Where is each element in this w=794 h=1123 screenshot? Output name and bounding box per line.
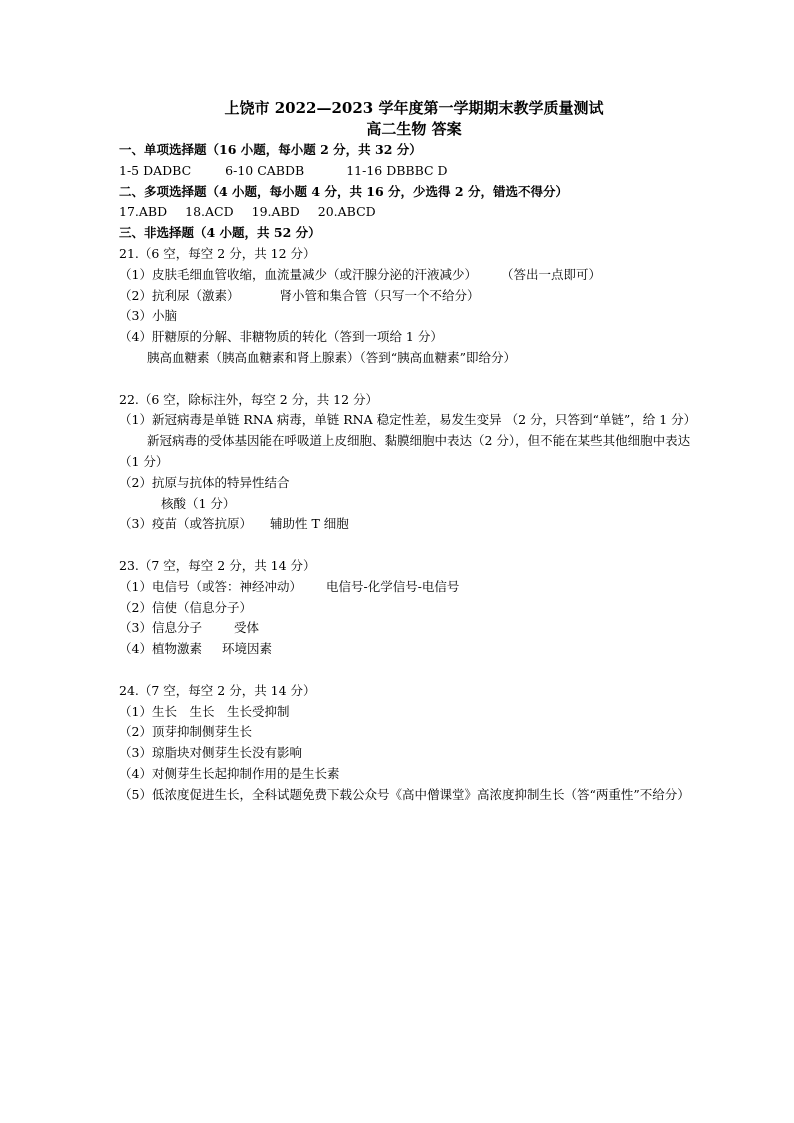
q23-answer3a: （3）信息分子 — [119, 620, 202, 636]
q21-line2 — [119, 286, 719, 307]
document-subtitle: 高二生物 答案 — [366, 120, 462, 138]
q21-line3: （3）小脑 — [119, 308, 177, 324]
q21-answer2b: 肾小管和集合管（只写一个不给分） — [279, 287, 480, 303]
answer-group-3: 11-16 DBBBC D — [346, 162, 448, 178]
q23-line3 — [119, 618, 719, 639]
section2-answers — [119, 202, 719, 223]
section2-heading: 二、多项选择题（4 小题，每小题 4 分，共 16 分，少选得 2 分，错选不得分） — [119, 183, 568, 199]
q21-line4: （4）肝糖原的分解、非糖物质的转化（答到一项给 1 分） — [119, 329, 443, 345]
q23-answer3b: 受体 — [233, 620, 259, 636]
q24-line1: （1）生长 生长 生长受抑制 — [119, 703, 290, 719]
section1-heading: 一、单项选择题（16 小题，每小题 2 分，共 32 分） — [119, 142, 422, 157]
q21-header: 21.（6 空，每空 2 分，共 12 分） — [119, 245, 316, 261]
section1-answers — [119, 161, 719, 182]
q23-answer1a: （1）电信号（或答：神经冲动） — [119, 578, 302, 594]
q23-answer4a: （4）植物激素 — [119, 641, 202, 657]
answer-18: 18.ACD — [185, 204, 234, 220]
answer-20: 20.ABCD — [317, 204, 376, 220]
q21-answer2a: （2）抗利尿（激素） — [119, 287, 240, 303]
answer-17: 17.ABD — [119, 204, 168, 220]
q21-line5: 胰高血糖素（胰高血糖素和肾上腺素）（答到“胰高血糖素”即给分） — [147, 349, 517, 365]
q24-line3: （3）琼脂块对侧芽生长没有影响 — [119, 745, 302, 761]
q21-line1 — [119, 265, 719, 286]
section3-heading: 三、非选择题（4 小题，共 52 分） — [119, 225, 321, 241]
q23-answer1b: 电信号-化学信号-电信号 — [325, 578, 460, 594]
q23-answer4b: 环境因素 — [221, 641, 272, 657]
q23-header: 23.（7 空，每空 2 分，共 14 分） — [119, 557, 316, 573]
q22-answer3b: 辅助性 T 细胞 — [269, 516, 349, 532]
q24-header: 24.（7 空，每空 2 分，共 14 分） — [119, 682, 316, 698]
q22-line4: 核酸（1 分） — [161, 495, 236, 511]
q23-line2: （2）信使（信息分子） — [119, 599, 252, 615]
q24-line4: （4）对侧芽生长起抑制作用的是生长素 — [119, 765, 340, 781]
q21-answer1: （1）皮肤毛细血管收缩，血流量减少（或汗腺分泌的汗液减少） — [119, 266, 477, 282]
answer-19: 19.ABD — [251, 204, 300, 220]
q23-line1 — [119, 577, 719, 598]
q22-line5 — [119, 514, 719, 535]
q23-line4 — [119, 639, 719, 660]
q22-header: 22.（6 空，除标注外，每空 2 分，共 12 分） — [119, 391, 379, 407]
q22-answer3a: （3）疫苗（或答抗原） — [119, 516, 252, 532]
q21-answer1-note: （答出一点即可） — [500, 266, 601, 282]
q24-line5: （5）低浓度促进生长，全科试题免费下载公众号《高中僧课堂》高浓度抑制生长（答“两重性”不给分） — [119, 786, 690, 802]
answer-document — [119, 98, 719, 806]
q24-line2: （2）顶芽抑制侧芽生长 — [119, 724, 252, 740]
q22-line2: 新冠病毒的受体基因能在呼吸道上皮细胞、黏膜细胞中表达（2 分），但不能在某些其他细胞中表达（1 分） — [119, 433, 691, 469]
answer-group-1: 1-5 DADBC — [119, 162, 192, 178]
document-title: 上饶市 2022—2023 学年度第一学期期末教学质量测试 — [224, 99, 604, 117]
answer-group-2: 6-10 CABDB — [225, 162, 305, 178]
q22-line3: （2）抗原与抗体的特异性结合 — [119, 474, 290, 490]
q22-line1: （1）新冠病毒是单链 RNA 病毒，单链 RNA 稳定性差，易发生变异 （2 分，只答到“单链”，给 1 分） — [119, 412, 697, 428]
